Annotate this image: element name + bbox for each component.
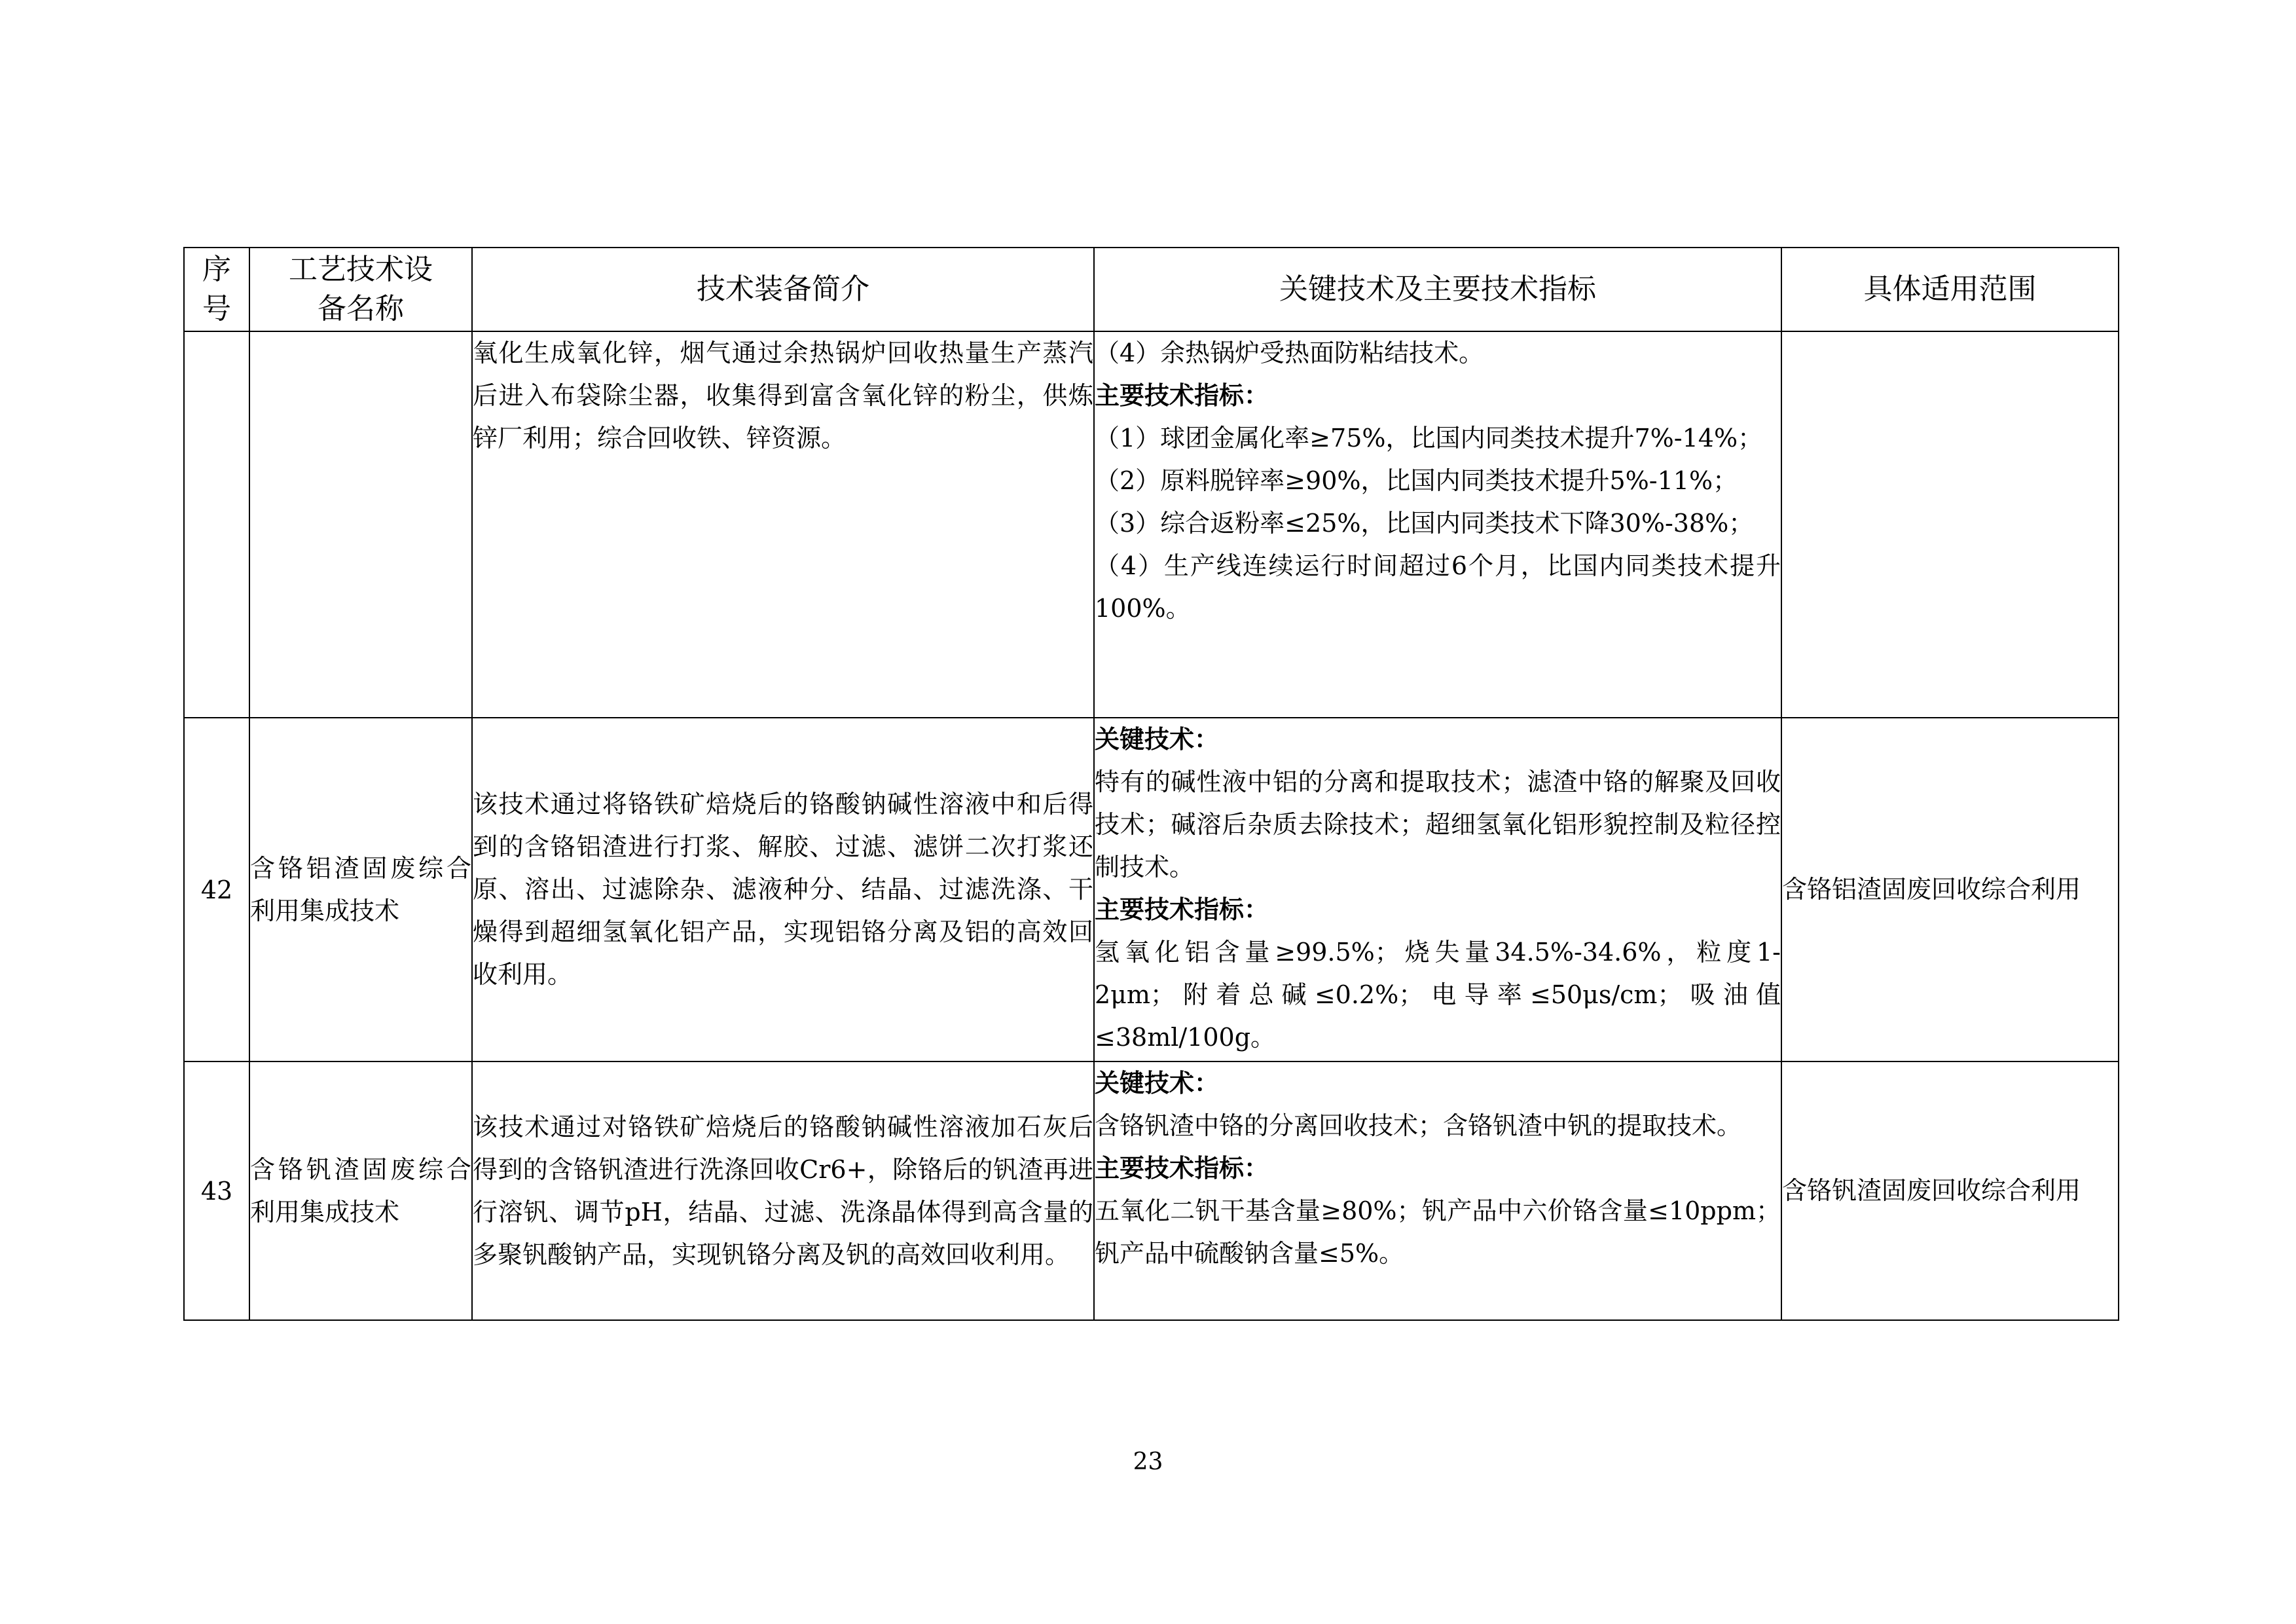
row-name bbox=[249, 331, 472, 718]
header-intro: 技术装备简介 bbox=[472, 248, 1094, 331]
row-intro: 该技术通过对铬铁矿焙烧后的铬酸钠碱性溶液加石灰后得到的含铬钒渣进行洗涤回收Cr6+，除铬后的钒渣再进行溶钒、调节pH，结晶、过滤、洗涤晶体得到高含量的多聚钒酸钠产品，实现钒铬分离及钒的高效回收利用。 bbox=[472, 1061, 1094, 1320]
header-scope: 具体适用范围 bbox=[1781, 248, 2119, 331]
key-line: 特有的碱性液中铝的分离和提取技术；滤渣中铬的解聚及回收技术；碱溶后杂质去除技术；超细氢氧化铝形貌控制及粒径控制技术。 bbox=[1095, 767, 1781, 881]
key-heading: 主要技术指标： bbox=[1095, 381, 1269, 410]
table-row bbox=[184, 718, 2119, 1061]
key-line: 五氧化二钒干基含量≥80%；钒产品中六价铬含量≤10ppm；钒产品中硫酸钠含量≤5%。 bbox=[1095, 1196, 1781, 1268]
key-heading: 主要技术指标： bbox=[1095, 895, 1269, 924]
page-number: 23 bbox=[1133, 1449, 1163, 1475]
key-line: （4）余热锅炉受热面防粘结技术。 bbox=[1095, 339, 1484, 367]
key-heading: 主要技术指标： bbox=[1095, 1154, 1269, 1183]
table-row bbox=[184, 1061, 2119, 1320]
key-heading: 关键技术： bbox=[1095, 725, 1220, 754]
key-heading: 关键技术： bbox=[1095, 1069, 1220, 1098]
key-line: （3）综合返粉率≤25%，比国内同类技术下降30%-38%； bbox=[1095, 509, 1754, 538]
row-scope: 含铬铝渣固废回收综合利用 bbox=[1781, 718, 2119, 1061]
header-key: 关键技术及主要技术指标 bbox=[1094, 248, 1781, 331]
table-header-row bbox=[184, 248, 2119, 331]
row-name: 含铬钒渣固废综合利用集成技术 bbox=[249, 1061, 472, 1320]
technology-table bbox=[183, 247, 2119, 1321]
key-line: 含铬钒渣中铬的分离回收技术；含铬钒渣中钒的提取技术。 bbox=[1095, 1111, 1742, 1140]
row-number: 43 bbox=[184, 1061, 249, 1320]
header-name: 工艺技术设备名称 bbox=[249, 248, 472, 331]
row-number: 42 bbox=[184, 718, 249, 1061]
row-intro: 该技术通过将铬铁矿焙烧后的铬酸钠碱性溶液中和后得到的含铬铝渣进行打浆、解胶、过滤、滤饼二次打浆还原、溶出、过滤除杂、滤液种分、结晶、过滤洗涤、干燥得到超细氢氧化铝产品，实现铝铬分离及铝的高效回收利用。 bbox=[472, 718, 1094, 1061]
key-line: （4）生产线连续运行时间超过6个月，比国内同类技术提升100%。 bbox=[1095, 551, 1781, 623]
row-intro: 氧化生成氧化锌，烟气通过余热锅炉回收热量生产蒸汽后进入布袋除尘器，收集得到富含氧化锌的粉尘，供炼锌厂利用；综合回收铁、锌资源。 bbox=[472, 331, 1094, 718]
key-line: （2）原料脱锌率≥90%，比国内同类技术提升5%-11%； bbox=[1095, 466, 1738, 495]
key-line: 氢氧化铝含量≥99.5%；烧失量34.5%-34.6%，粒度1-2μm；附着总碱≤0.2%；电导率≤50μs/cm；吸油值≤38ml/100g。 bbox=[1095, 938, 1781, 1052]
header-seq: 序号 bbox=[184, 248, 249, 331]
row-key bbox=[1094, 1061, 1781, 1320]
key-line: （1）球团金属化率≥75%，比国内同类技术提升7%-14%； bbox=[1095, 424, 1763, 452]
row-number bbox=[184, 331, 249, 718]
table-row bbox=[184, 331, 2119, 718]
row-name: 含铬铝渣固废综合利用集成技术 bbox=[249, 718, 472, 1061]
row-key bbox=[1094, 331, 1781, 718]
row-key bbox=[1094, 718, 1781, 1061]
row-scope: 含铬钒渣固废回收综合利用 bbox=[1781, 1061, 2119, 1320]
row-scope bbox=[1781, 331, 2119, 718]
